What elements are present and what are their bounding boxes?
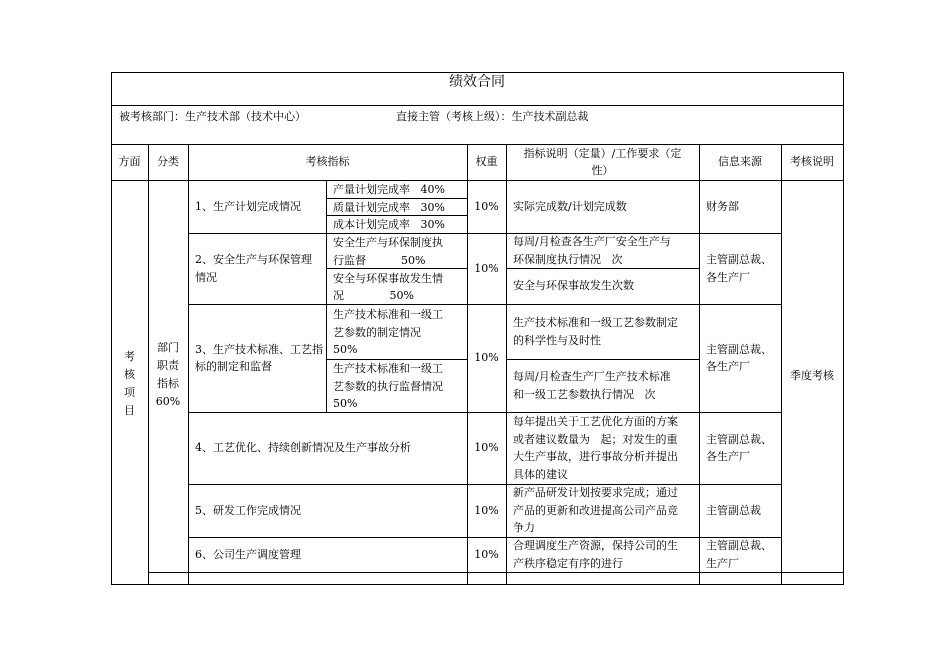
source-2: 主管副总裁、 各生产厂 xyxy=(706,253,772,284)
header-description: 指标说明（定量）/工作要求（定 性） xyxy=(523,146,682,177)
source-6: 主管副总裁、 生产厂 xyxy=(706,539,772,570)
sub-indicator-2-2: 安全与环保事故发生情 况 50% xyxy=(333,271,443,302)
department-label: 被考核部门：生产技术部（技术中心） xyxy=(119,110,306,123)
sub-indicator-1-3: 成本计划完成率 30% xyxy=(333,218,445,232)
grid-line-v xyxy=(506,144,507,585)
header-weight: 权重 xyxy=(475,155,498,169)
indicator-5: 5、研发工作完成情况 xyxy=(195,503,301,517)
grid-line-h xyxy=(111,584,844,585)
indicator-3: 3、生产技术标准、工艺指 标的制定和监督 xyxy=(195,342,323,373)
grid-line-v xyxy=(111,72,112,585)
grid-line-v xyxy=(188,144,189,585)
note-cell: 季度考核 xyxy=(790,369,834,383)
source-4: 主管副总裁、 各生产厂 xyxy=(706,432,772,463)
grid-line-h xyxy=(111,180,844,181)
indicator-1: 1、生产计划完成情况 xyxy=(195,199,301,213)
grid-line-h xyxy=(148,572,844,573)
description-6-1: 合理调度生产资源，保持公司的生 产秩序稳定有序的进行 xyxy=(513,539,678,570)
sub-indicator-3-2: 生产技术标准和一级工 艺参数的执行监督情况 50% xyxy=(333,362,443,411)
page-title: 绩效合同 xyxy=(449,74,505,90)
description-4-1: 每年提出关于工艺优化方面的方案 或者建议数量为 起；对发生的重 大生产事故，进行事故分析并提出 具体的建议 xyxy=(513,415,678,481)
header-indicator: 考核指标 xyxy=(305,155,350,169)
category-cell: 部门 职责 指标 60% xyxy=(155,341,181,408)
indicator-4: 4、工艺优化、持续创新情况及生产事故分析 xyxy=(195,441,411,455)
weight-1: 10% xyxy=(474,199,499,213)
description-3-2: 每周/月检查生产厂生产技术标准 和一级工艺参数执行情况 次 xyxy=(513,370,671,401)
weight-5: 10% xyxy=(474,503,499,517)
source-3: 主管副总裁、 各生产厂 xyxy=(706,342,772,373)
description-2-1: 每周/月检查各生产厂安全生产与 环保制度执行情况 次 xyxy=(513,235,671,266)
description-5-1: 新产品研发计划按要求完成；通过 产品的更新和改进提高公司产品竞 争力 xyxy=(513,486,678,535)
grid-line-v xyxy=(843,72,844,585)
indicator-2: 2、安全生产与环保管理 情况 xyxy=(195,253,312,284)
grid-line-h xyxy=(506,268,700,269)
grid-line-h xyxy=(188,304,782,305)
description-2-2: 安全与环保事故发生次数 xyxy=(513,279,634,293)
supervisor-label: 直接主管（考核上级）：生产技术副总裁 xyxy=(396,110,589,123)
weight-3: 10% xyxy=(474,351,499,365)
grid-line-h xyxy=(188,484,782,485)
header-source: 信息来源 xyxy=(718,155,762,169)
description-1-1: 实际完成数/计划完成数 xyxy=(513,199,627,213)
weight-2: 10% xyxy=(474,261,499,275)
grid-line-v xyxy=(699,144,700,585)
weight-4: 10% xyxy=(474,441,499,455)
sub-indicator-1-2: 质量计划完成率 30% xyxy=(333,200,445,214)
grid-line-v xyxy=(781,144,782,585)
grid-line-h xyxy=(111,144,844,145)
header-category: 分类 xyxy=(157,155,179,169)
grid-line-h xyxy=(506,359,700,360)
source-5: 主管副总裁 xyxy=(706,503,761,517)
weight-6: 10% xyxy=(474,547,499,561)
source-1: 财务部 xyxy=(706,199,739,213)
grid-line-h xyxy=(188,537,782,538)
header-note: 考核说明 xyxy=(790,155,834,169)
grid-line-h xyxy=(188,233,782,234)
grid-line-h xyxy=(188,412,782,413)
description-3-1: 生产技术标准和一级工艺参数制定 的科学性与及时性 xyxy=(513,316,678,347)
aspect-cell: 考 核 项 目 xyxy=(124,350,135,417)
sub-indicator-1-1: 产量计划完成率 40% xyxy=(333,183,445,197)
header-aspect: 方面 xyxy=(118,155,141,169)
grid-line-h xyxy=(111,105,844,106)
indicator-6: 6、公司生产调度管理 xyxy=(195,547,301,561)
sub-indicator-3-1: 生产技术标准和一级工 艺参数的制定情况 50% xyxy=(333,308,443,357)
sub-indicator-2-1: 安全生产与环保制度执 行监督 50% xyxy=(333,236,443,267)
